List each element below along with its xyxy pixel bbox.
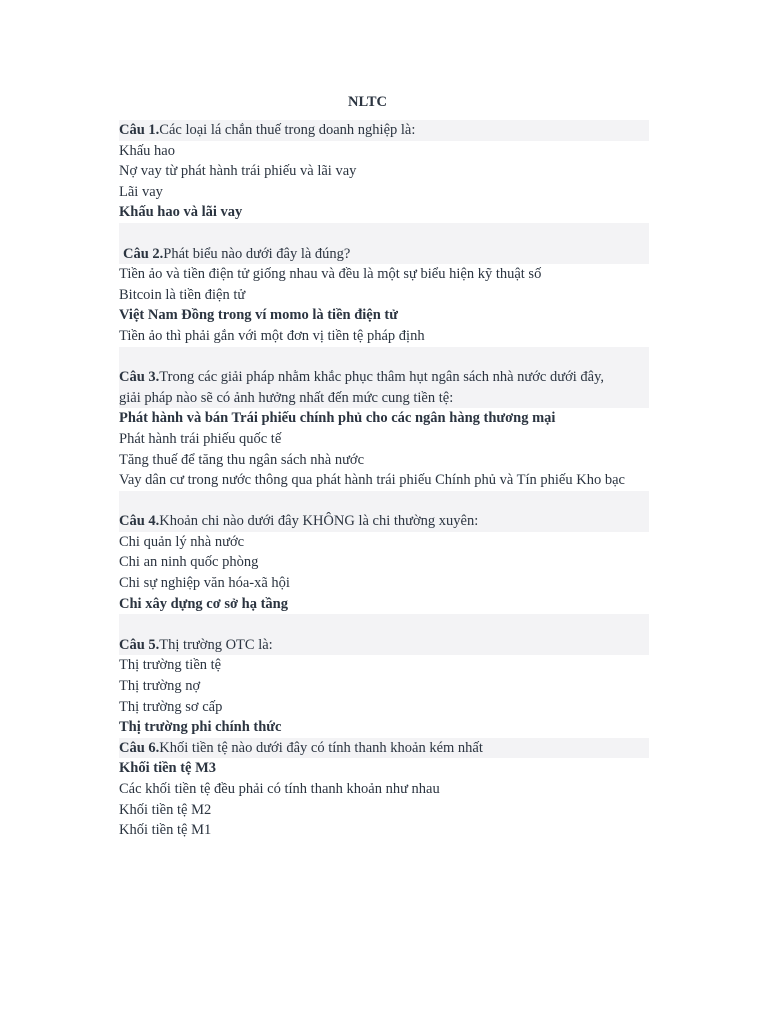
question-label: Câu 2. <box>123 245 164 262</box>
question-label: Câu 3. <box>119 369 160 386</box>
question-4 <box>119 511 649 532</box>
question-text: Phát biểu nào dưới đây là đúng? <box>163 245 351 262</box>
question-text: Trong các giải pháp nhằm khắc phục thâm hụt ngân sách nhà nước dưới đây, <box>159 369 605 386</box>
spacer <box>119 614 649 635</box>
question-3 <box>119 367 649 388</box>
answer-option: Phát hành trái phiếu quốc tế <box>119 430 282 447</box>
spacer <box>119 347 649 368</box>
correct-answer: Khấu hao và lãi vay <box>119 204 243 221</box>
answer-option: Lãi vay <box>119 183 163 200</box>
answer-option: Tiền ảo thì phải gắn với một đơn vị tiền tệ pháp định <box>119 327 425 344</box>
correct-answer: Phát hành và bán Trái phiếu chính phủ cho các ngân hàng thương mại <box>119 410 556 427</box>
question-text-continued: giải pháp nào sẽ có ảnh hưởng nhất đến mức cung tiền tệ: <box>119 388 649 409</box>
question-text: Khối tiền tệ nào dưới đây có tính thanh khoản kém nhất <box>159 739 483 756</box>
answer-option: Vay dân cư trong nước thông qua phát hành trái phiếu Chính phủ và Tín phiếu Kho bạc <box>119 472 625 489</box>
spacer <box>119 223 649 244</box>
question-6 <box>119 738 649 759</box>
answer-option: Thị trường nợ <box>119 678 201 695</box>
correct-answer: Thị trường phi chính thức <box>119 719 282 736</box>
question-1 <box>119 120 649 141</box>
question-label: Câu 5. <box>119 636 160 653</box>
answer-option: Thị trường sơ cấp <box>119 698 223 715</box>
answer-option: Nợ vay từ phát hành trái phiếu và lãi vay <box>119 163 357 180</box>
answer-option: Các khối tiền tệ đều phải có tính thanh khoản như nhau <box>119 781 440 797</box>
question-label: Câu 6. <box>119 739 160 756</box>
answer-option: Khối tiền tệ M2 <box>119 801 212 818</box>
answer-option: Tiền ảo và tiền điện tử giống nhau và đều là một sự biểu hiện kỹ thuật số <box>119 266 542 283</box>
question-text: Thị trường OTC là: <box>159 636 273 653</box>
correct-answer: Việt Nam Đồng trong ví momo là tiền điện tử <box>119 307 398 324</box>
question-label: Câu 1. <box>119 122 160 138</box>
question-label: Câu 4. <box>119 513 160 530</box>
answer-option: Khối tiền tệ M1 <box>119 822 212 839</box>
answer-option: Khấu hao <box>119 142 175 159</box>
question-text: Khoản chi nào dưới đây KHÔNG là chi thường xuyên: <box>159 513 479 530</box>
correct-answer: Khối tiền tệ M3 <box>119 760 217 777</box>
correct-answer: Chi xây dựng cơ sở hạ tầng <box>119 595 288 612</box>
spacer <box>119 491 649 512</box>
answer-option: Thị trường tiền tệ <box>119 657 222 674</box>
answer-option: Tăng thuế để tăng thu ngân sách nhà nước <box>119 451 365 468</box>
answer-option: Bitcoin là tiền điện tử <box>119 286 246 303</box>
document-title: NLTC <box>348 94 387 110</box>
document-body <box>119 120 649 841</box>
question-2 <box>119 244 649 265</box>
question-text: Các loại lá chắn thuế trong doanh nghiệp là: <box>159 122 416 138</box>
answer-option: Chi quản lý nhà nước <box>119 533 245 550</box>
question-5 <box>119 635 649 656</box>
answer-option: Chi sự nghiệp văn hóa-xã hội <box>119 575 290 592</box>
answer-option: Chi an ninh quốc phòng <box>119 554 259 571</box>
